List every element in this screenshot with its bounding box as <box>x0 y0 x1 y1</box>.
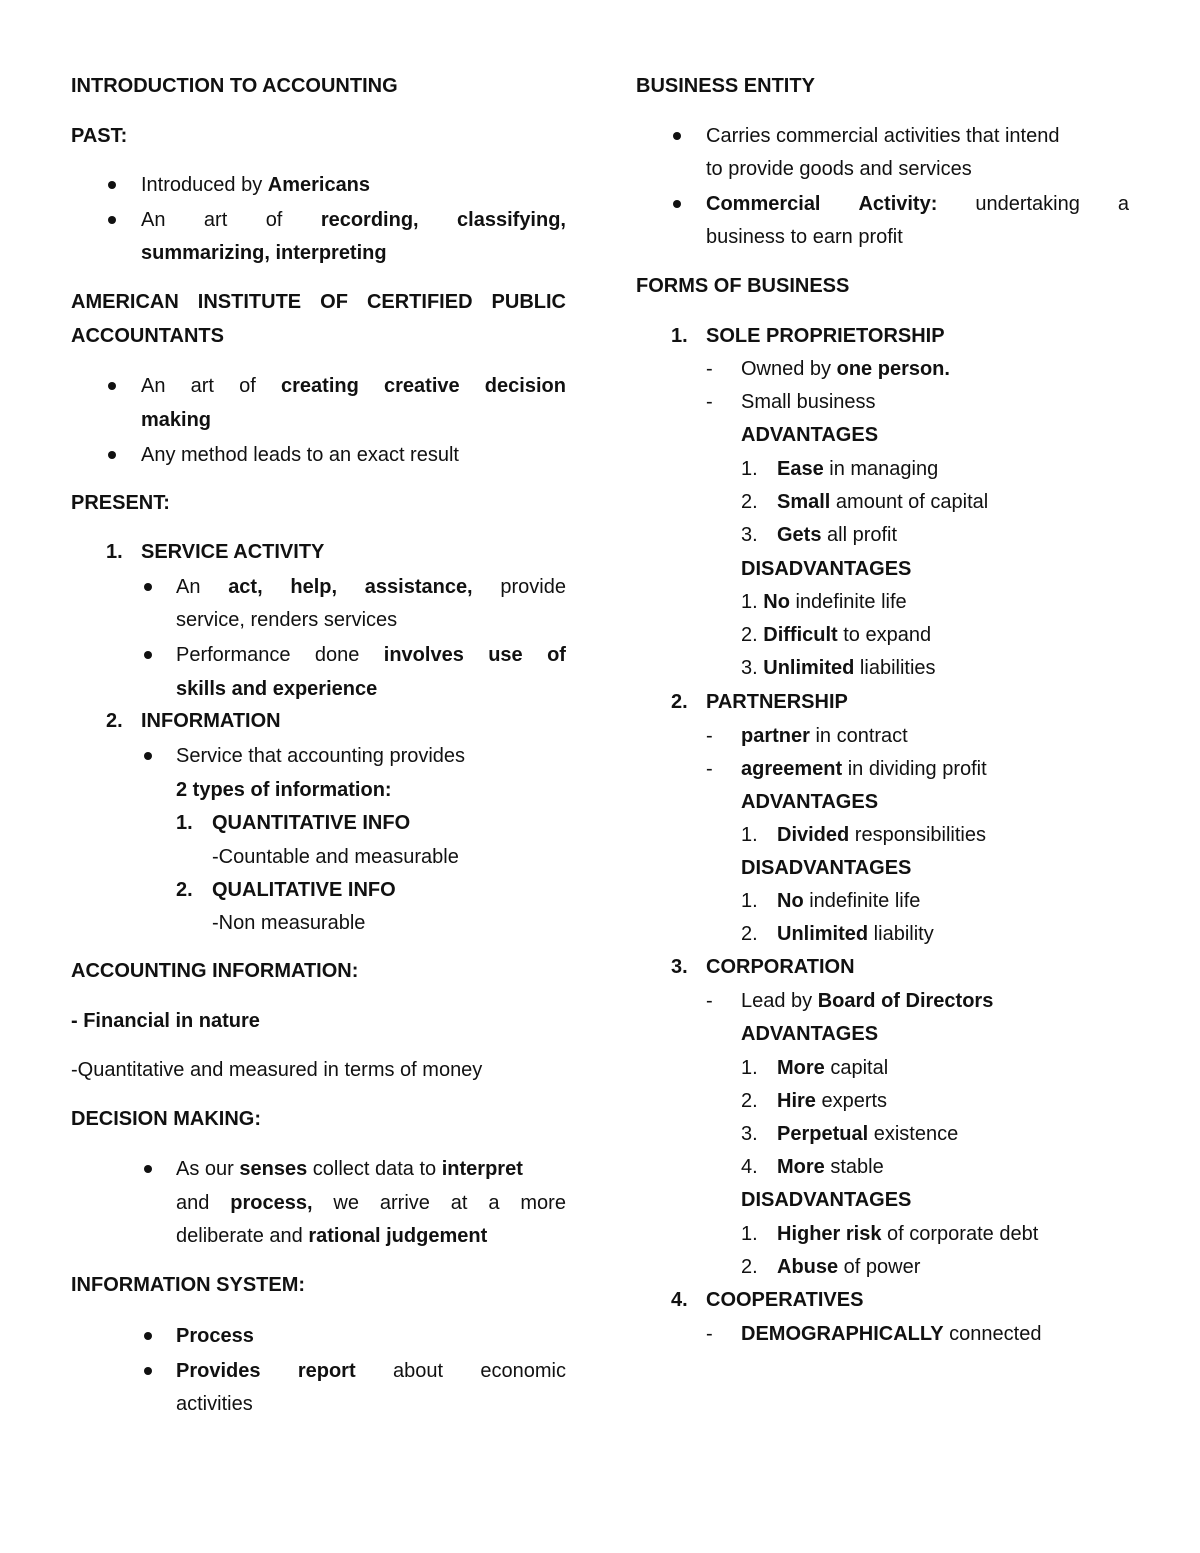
list-number: 3. <box>741 1123 758 1145</box>
cooperatives-detail-1: DEMOGRAPHICALLY connected <box>741 1323 1042 1345</box>
corporation-advantage-1: More capital <box>777 1057 889 1079</box>
corporation-advantage-4: More stable <box>777 1156 884 1178</box>
infosys-bullet-2: Provides report about economic <box>176 1360 566 1382</box>
list-number: 2. <box>106 710 123 732</box>
document-title: INTRODUCTION TO ACCOUNTING <box>71 75 398 97</box>
sole-disadvantage-3: 3. Unlimited liabilities <box>741 657 936 679</box>
corporation-disadvantages-label: DISADVANTAGES <box>741 1189 912 1211</box>
list-number: 1. <box>741 1223 758 1245</box>
sole-advantages-label: ADVANTAGES <box>741 424 879 446</box>
partnership-disadvantage-2: Unlimited liability <box>777 923 934 945</box>
past-bullet-2: An art of recording, classifying, <box>141 209 566 231</box>
bullet-icon <box>144 1367 152 1375</box>
partnership-disadvantages-label: DISADVANTAGES <box>741 857 912 879</box>
corporation-disadvantage-1: Higher risk of corporate debt <box>777 1223 1039 1245</box>
corporation-detail-1: Lead by Board of Directors <box>741 990 994 1012</box>
partnership-advantage-1: Divided responsibilities <box>777 824 986 846</box>
sole-advantage-3: Gets all profit <box>777 524 898 546</box>
sole-advantage-2: Small amount of capital <box>777 491 989 513</box>
bullet-icon <box>144 583 152 591</box>
accounting-information-line-1: - Financial in nature <box>71 1010 260 1032</box>
service-bullet-2: Performance done involves use of <box>176 644 566 666</box>
list-number: 1. <box>741 890 758 912</box>
bullet-icon <box>108 216 116 224</box>
accounting-information-line-2: -Quantitative and measured in terms of money <box>71 1059 483 1081</box>
list-number: 2. <box>741 923 758 945</box>
corporation-advantage-2: Hire experts <box>777 1090 888 1112</box>
list-number: 4. <box>671 1289 688 1311</box>
quantitative-info-desc: -Countable and measurable <box>212 846 459 868</box>
list-number: 3. <box>671 956 688 978</box>
bullet-icon <box>144 1165 152 1173</box>
business-entity-heading: BUSINESS ENTITY <box>636 75 815 97</box>
dash-marker: - <box>706 1323 713 1345</box>
corporation-advantages-label: ADVANTAGES <box>741 1023 879 1045</box>
bullet-icon <box>673 200 681 208</box>
list-number: 1. <box>671 325 688 347</box>
past-bullet-1: Introduced by Americans <box>141 174 371 196</box>
list-number: 1. <box>741 1057 758 1079</box>
entity-bullet-1: Carries commercial activities that intend <box>706 125 1060 147</box>
past-bullet-2-cont: summarizing, interpreting <box>141 242 387 264</box>
entity-bullet-2-cont: business to earn profit <box>706 226 903 248</box>
list-number: 2. <box>671 691 688 713</box>
infosys-bullet-2-cont: activities <box>176 1393 253 1415</box>
dash-marker: - <box>706 758 713 780</box>
corporation-advantage-3: Perpetual existence <box>777 1123 959 1145</box>
list-number: 3. <box>741 524 758 546</box>
sole-disadvantage-1: 1. No indefinite life <box>741 591 907 613</box>
sole-proprietorship-label: SOLE PROPRIETORSHIP <box>706 325 945 347</box>
dash-marker: - <box>706 990 713 1012</box>
corporation-disadvantage-2: Abuse of power <box>777 1256 921 1278</box>
entity-bullet-1-cont: to provide goods and services <box>706 158 972 180</box>
list-number: 2. <box>741 491 758 513</box>
partnership-label: PARTNERSHIP <box>706 691 848 713</box>
bullet-icon <box>108 451 116 459</box>
service-activity-label: SERVICE ACTIVITY <box>141 541 325 563</box>
dash-marker: - <box>706 358 713 380</box>
partnership-disadvantage-1: No indefinite life <box>777 890 921 912</box>
information-system-heading: INFORMATION SYSTEM: <box>71 1274 306 1296</box>
forms-of-business-heading: FORMS OF BUSINESS <box>636 275 850 297</box>
list-number: 4. <box>741 1156 758 1178</box>
bullet-icon <box>108 382 116 390</box>
information-label: INFORMATION <box>141 710 281 732</box>
sole-disadvantage-2: 2. Difficult to expand <box>741 624 932 646</box>
information-bullet-1: Service that accounting provides <box>176 745 466 767</box>
quantitative-info-label: QUANTITATIVE INFO <box>212 812 411 834</box>
sole-detail-1: Owned by one person. <box>741 358 950 380</box>
decision-making-heading: DECISION MAKING: <box>71 1108 261 1130</box>
qualitative-info-label: QUALITATIVE INFO <box>212 879 396 901</box>
list-number: 2. <box>741 1256 758 1278</box>
bullet-icon <box>144 1332 152 1340</box>
bullet-icon <box>144 752 152 760</box>
aicpa-heading: AMERICAN INSTITUTE OF CERTIFIED PUBLIC <box>71 291 566 313</box>
aicpa-bullet-1-cont: making <box>141 409 212 431</box>
partnership-detail-1: partner in contract <box>741 725 908 747</box>
infosys-bullet-1: Process <box>176 1325 254 1347</box>
bullet-icon <box>673 132 681 140</box>
decision-bullet-line-1: As our senses collect data to interpret <box>176 1158 523 1180</box>
dash-marker: - <box>706 391 713 413</box>
past-heading: PAST: <box>71 125 128 147</box>
partnership-advantages-label: ADVANTAGES <box>741 791 879 813</box>
corporation-label: CORPORATION <box>706 956 855 978</box>
dash-marker: - <box>706 725 713 747</box>
aicpa-heading-cont: ACCOUNTANTS <box>71 325 224 347</box>
entity-bullet-2: Commercial Activity: undertaking a <box>706 193 1129 215</box>
list-number: 1. <box>176 812 193 834</box>
sole-advantage-1: Ease in managing <box>777 458 939 480</box>
list-number: 2. <box>176 879 193 901</box>
aicpa-bullet-1: An art of creating creative decision <box>141 375 566 397</box>
list-number: 2. <box>741 1090 758 1112</box>
bullet-icon <box>108 181 116 189</box>
service-bullet-2-cont: skills and experience <box>176 678 378 700</box>
bullet-icon <box>144 651 152 659</box>
decision-bullet-line-2: and process, we arrive at a more <box>176 1192 566 1214</box>
service-bullet-1-cont: service, renders services <box>176 609 398 631</box>
cooperatives-label: COOPERATIVES <box>706 1289 864 1311</box>
present-heading: PRESENT: <box>71 492 170 514</box>
service-bullet-1: An act, help, assistance, provide <box>176 576 566 598</box>
aicpa-bullet-2: Any method leads to an exact result <box>141 444 459 466</box>
list-number: 1. <box>741 458 758 480</box>
qualitative-info-desc: -Non measurable <box>212 912 366 934</box>
sole-detail-2: Small business <box>741 391 876 413</box>
decision-bullet-line-3: deliberate and rational judgement <box>176 1225 488 1247</box>
types-of-information-label: 2 types of information: <box>176 779 392 801</box>
accounting-information-heading: ACCOUNTING INFORMATION: <box>71 960 359 982</box>
partnership-detail-2: agreement in dividing profit <box>741 758 987 780</box>
list-number: 1. <box>741 824 758 846</box>
list-number: 1. <box>106 541 123 563</box>
sole-disadvantages-label: DISADVANTAGES <box>741 558 912 580</box>
